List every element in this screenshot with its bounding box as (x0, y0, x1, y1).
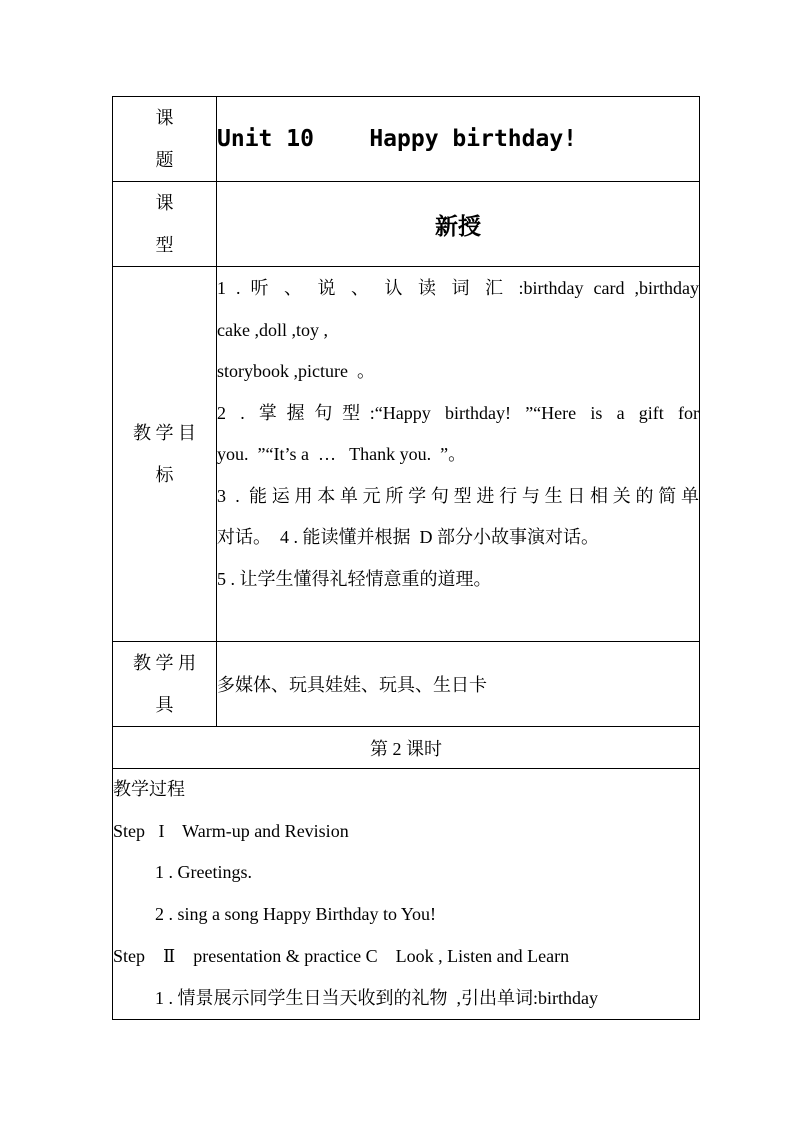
type-cell (217, 182, 700, 267)
topic-label-line-1: 课 (155, 108, 174, 128)
tools-cell (217, 642, 700, 727)
process-item: 1 . Greetings. (155, 862, 252, 883)
topic-row (113, 97, 700, 182)
objective-line: 5 . 让学生懂得礼轻情意重的道理。 (217, 568, 492, 589)
process-step: Step Ⅱ presentation & practice C Look , Listen and Learn (113, 945, 570, 966)
objectives-label (113, 267, 217, 642)
tools-value: 多媒体、玩具娃娃、玩具、生日卡 (217, 675, 487, 695)
process-item: 1 . 情景展示同学生日当天收到的礼物 ,引出单词:birthday (155, 987, 598, 1008)
topic-label-line-2: 题 (155, 150, 174, 170)
process-row (113, 769, 700, 1020)
topic-label (113, 97, 217, 182)
objectives-label-line-1: 教 学 目 (133, 423, 196, 443)
objective-line: 2 . 掌握句型:“Happy birthday! ”“Here is a gift for (217, 402, 699, 423)
type-label-line-1: 课 (155, 193, 174, 213)
objective-line: 3 . 能运用本单元所学句型进行与生日相关的简单 (217, 485, 699, 506)
lesson-plan-table (112, 96, 700, 1020)
tools-label (113, 642, 217, 727)
objectives-row (113, 267, 700, 642)
lesson-number: 第 2 课时 (113, 727, 700, 769)
objective-line: you. ”“It’s a … Thank you. ”。 (217, 444, 467, 464)
lesson-row (113, 727, 700, 769)
process-item: 2 . sing a song Happy Birthday to You! (155, 904, 437, 925)
process-cell (113, 769, 700, 1020)
process-step: Step I Warm-up and Revision (113, 820, 349, 841)
tools-label-line-2: 具 (155, 695, 174, 715)
type-value: 新授 (435, 213, 481, 239)
objective-line: cake ,doll ,toy , (217, 319, 328, 340)
objective-line: 对话。 4 . 能读懂并根据 D 部分小故事演对话。 (217, 527, 599, 547)
objectives-label-line-2: 标 (155, 465, 174, 485)
type-label-line-2: 型 (155, 235, 174, 255)
topic-cell (217, 97, 700, 182)
process-heading: 教学过程 (113, 779, 185, 799)
tools-row (113, 642, 700, 727)
type-label (113, 182, 217, 267)
objective-line: 1 . 听 、 说 、 认 读 词 汇 :birthday card ,birthday (217, 278, 699, 298)
objective-line: storybook ,picture 。 (217, 361, 375, 381)
objectives-cell (217, 267, 700, 642)
topic-value: Unit 10 Happy birthday! (217, 126, 578, 152)
type-row (113, 182, 700, 267)
tools-label-line-1: 教 学 用 (133, 653, 196, 673)
